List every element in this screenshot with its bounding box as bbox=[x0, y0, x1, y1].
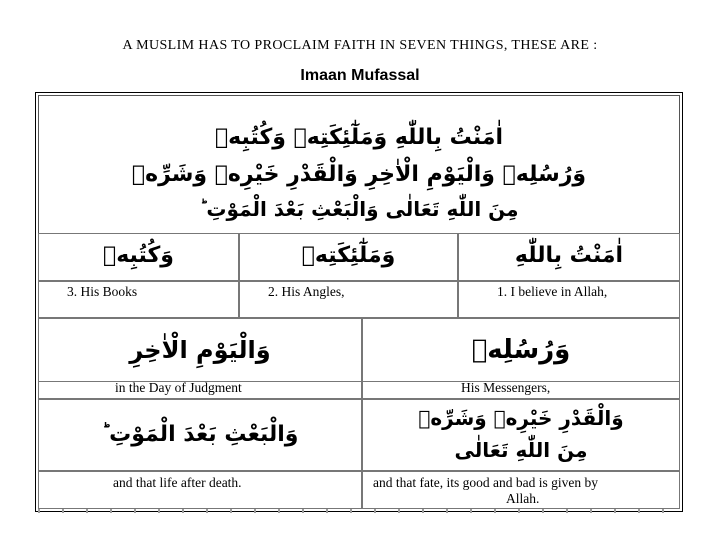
full-declaration-cell bbox=[38, 95, 680, 233]
translation-books: 3. His Books bbox=[67, 284, 138, 299]
translation-life-after-death: and that life after death. bbox=[113, 475, 242, 490]
translation-day-of-judgment: in the Day of Judgment bbox=[115, 380, 242, 395]
arabic-messengers: وَرُسُلِهٖ bbox=[471, 335, 571, 365]
page-heading: A MUSLIM HAS TO PROCLAIM FAITH IN SEVEN THINGS, THESE ARE : bbox=[122, 38, 598, 53]
translation-fate-line-2: Allah. bbox=[506, 491, 540, 506]
row3-english-cell-resurrection bbox=[38, 471, 362, 509]
row1-english-cell-angels bbox=[239, 281, 458, 318]
translation-allah: 1. I believe in Allah, bbox=[497, 284, 608, 299]
row1-arabic-cell-angels bbox=[239, 233, 458, 281]
arabic-line-3: مِنَ اللّٰهِ تَعَالٰى وَالْبَعْثِ بَعْدَ الْمَوْتِ ؕ bbox=[199, 197, 519, 221]
arabic-angels: وَمَلٰٓئِکَتِهٖ bbox=[301, 243, 396, 268]
arabic-line-2: وَرُسُلِهٖ وَالْيَوْمِ الْاٰخِرِ وَالْقَدْرِ خَيْرِهٖ وَشَرِّهٖ bbox=[131, 162, 587, 187]
row2-english-cell-messengers bbox=[362, 382, 680, 399]
arabic-line-1: اٰمَنْتُ بِاللّٰهِ وَمَلٰٓئِکَتِهٖ وَكُتُبِهٖ bbox=[214, 125, 504, 150]
arabic-fate-line-1: وَالْقَدْرِ خَيْرِهٖ وَشَرِّهٖ bbox=[418, 406, 624, 430]
row3-arabic-cell-fate bbox=[362, 399, 680, 471]
row1-english-cell-allah bbox=[458, 281, 680, 318]
arabic-books: وَكُتُبِهٖ bbox=[103, 243, 174, 268]
row1-arabic-cell-allah bbox=[458, 233, 680, 281]
arabic-fate-line-2: مِنَ اللّٰهِ تَعَالٰى bbox=[454, 438, 588, 462]
arabic-day-of-judgment: وَالْيَوْمِ الْاٰخِرِ bbox=[129, 336, 271, 364]
row1-english-cell-books bbox=[38, 281, 239, 318]
translation-messengers: His Messengers, bbox=[461, 380, 551, 395]
arabic-life-after-death: وَالْبَعْثِ بَعْدَ الْمَوْتِ ؕ bbox=[101, 422, 299, 447]
row2-english-cell-day bbox=[38, 382, 362, 399]
translation-fate-line-1: and that fate, its good and bad is given by bbox=[373, 475, 598, 490]
row1-arabic-cell-books bbox=[38, 233, 239, 281]
bottom-dotted-rule bbox=[38, 509, 680, 513]
translation-angels: 2. His Angles, bbox=[268, 284, 345, 299]
row2-arabic-cell-messengers bbox=[362, 318, 680, 382]
row3-arabic-cell-resurrection bbox=[38, 399, 362, 471]
row3-english-cell-fate bbox=[362, 471, 680, 509]
page-subtitle: Imaan Mufassal bbox=[300, 67, 420, 84]
row2-arabic-cell-day bbox=[38, 318, 362, 382]
arabic-allah: اٰمَنْتُ بِاللّٰهِ bbox=[514, 243, 624, 268]
